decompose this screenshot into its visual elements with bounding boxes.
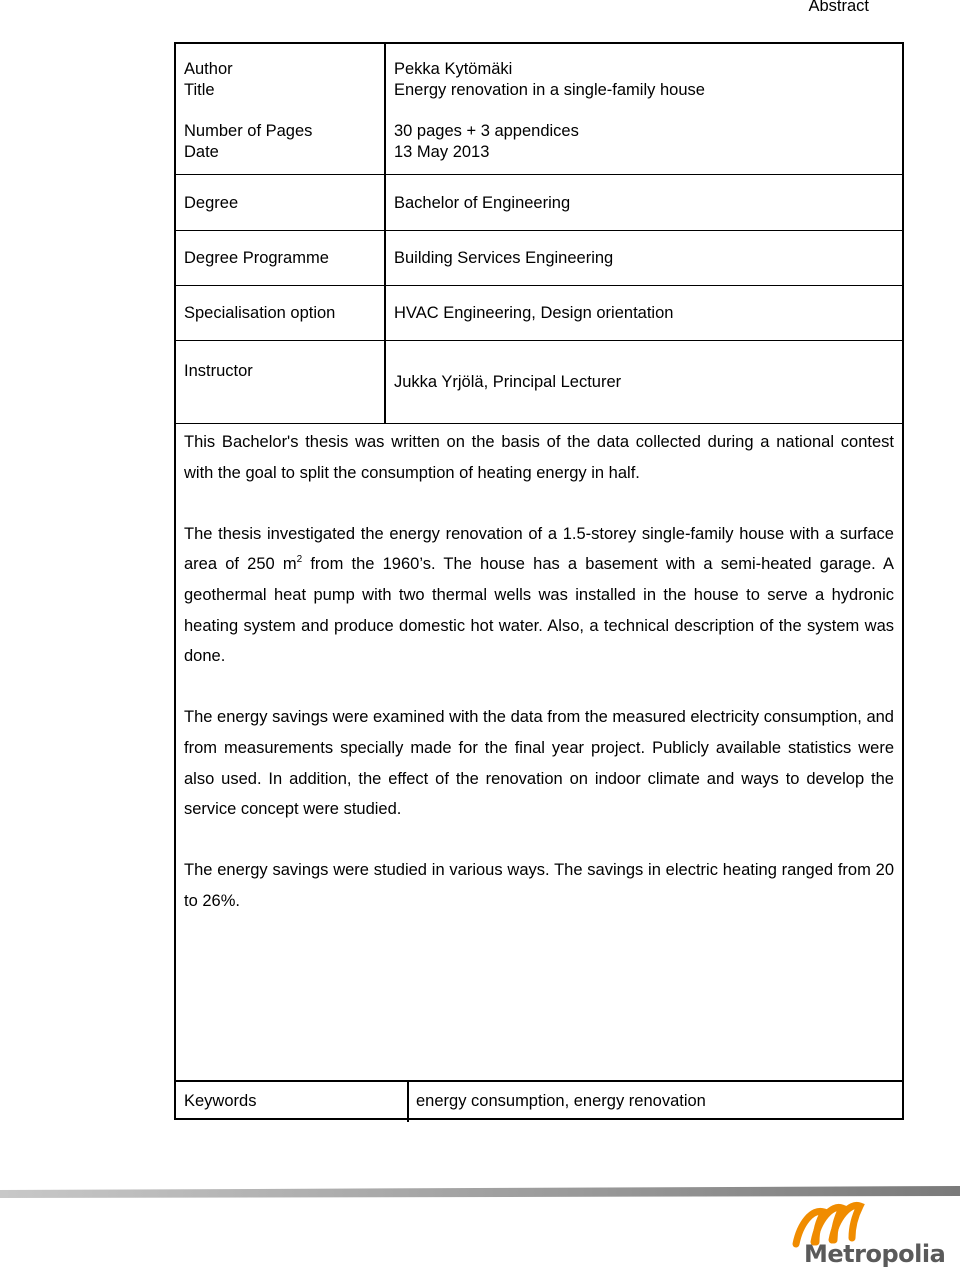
label-title: Title	[184, 81, 215, 99]
value-pages: 30 pages + 3 appendices	[394, 122, 579, 140]
abstract-paragraph-1: This Bachelor's thesis was written on the basis of the data collected during a national contest with the goal to split the consumption of heating energy in half.	[184, 433, 894, 482]
label-pages: Number of Pages	[184, 122, 313, 140]
keywords-divider	[407, 1082, 409, 1122]
abstract-paragraph-2-end: from the 1960’s. The house has a basement with a semi-heated garage. A geothermal heat pump with two thermal wells was installed in the house to serve a hydronic heating system and produce domestic hot water. Also, a technical description of the system was done.	[184, 555, 894, 666]
abstract-paragraph-2-start: The thesis investigated the energy renovation of a 1.5-storey single-family house with a surface area of 250 m	[184, 524, 894, 574]
value-keywords: energy consumption, energy renovation	[416, 1092, 706, 1110]
label-date: Date	[184, 143, 219, 161]
value-instructor: Jukka Yrjölä, Principal Lecturer	[394, 373, 622, 391]
row-instructor	[176, 340, 902, 424]
value-programme: Building Services Engineering	[394, 249, 614, 267]
row-specialisation	[176, 285, 902, 341]
abstract-form	[174, 42, 904, 1120]
metropolia-logo-text: Metropolia	[804, 1240, 946, 1268]
row-keywords	[176, 1080, 902, 1122]
abstract-paragraph-4: The energy savings were studied in various ways. The savings in electric heating ranged from 20 to 26%.	[184, 861, 894, 910]
value-author: Pekka Kytömäki	[394, 60, 513, 78]
row-basic-info	[176, 44, 902, 175]
value-degree: Bachelor of Engineering	[394, 194, 571, 212]
superscript-2: 2	[296, 554, 303, 566]
label-instructor: Instructor	[184, 362, 253, 380]
row-programme	[176, 230, 902, 286]
value-date: 13 May 2013	[394, 143, 490, 161]
abstract-body	[184, 427, 894, 947]
label-author: Author	[184, 60, 233, 78]
value-title: Energy renovation in a single-family house	[394, 81, 705, 99]
label-keywords: Keywords	[184, 1092, 257, 1110]
abstract-paragraph-3: The energy savings were examined with the data from the measured electricity consumption, and from measurements specially made for the final year project. Publicly available statistics were also used. In addition, the effect of the renovation on indoor climate and ways to develop the service concept were studied.	[184, 708, 894, 819]
label-programme: Degree Programme	[184, 249, 329, 267]
header-label: Abstract	[808, 0, 869, 15]
label-degree: Degree	[184, 194, 239, 212]
row-degree	[176, 174, 902, 231]
value-specialisation: HVAC Engineering, Design orientation	[394, 304, 674, 322]
label-specialisation: Specialisation option	[184, 304, 336, 322]
abstract-paragraph-2	[184, 519, 894, 672]
